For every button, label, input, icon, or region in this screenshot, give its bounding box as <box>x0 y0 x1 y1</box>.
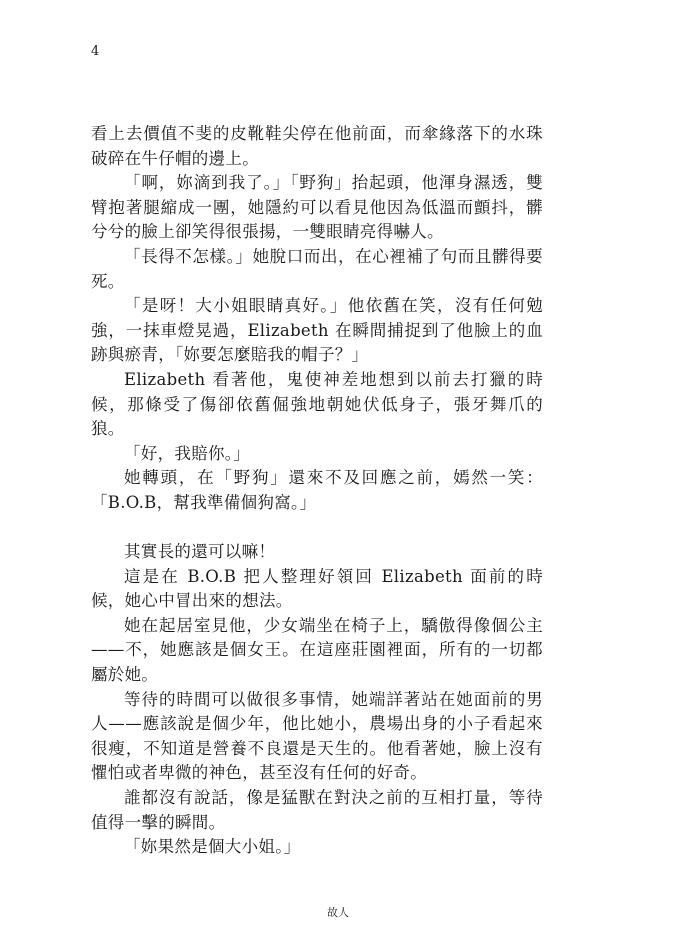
paragraph: 「好，我賠你。」 <box>124 443 251 463</box>
story-text <box>91 122 543 860</box>
paragraph: 「啊，妳滴到我了。」「野狗」抬起頭，他渾身濕透，雙臂抱著腿縮成一團，她隱約可以看見他因為低溫而顫抖，髒兮兮的臉上卻笑得很張揚，一雙眼睛亮得嚇人。 <box>91 173 543 242</box>
paragraph: Elizabeth 看著他，鬼使神差地想到以前去打獵的時候，那條受了傷卻依舊倔強地朝她伏低身子，張牙舞爪的狼。 <box>91 369 543 439</box>
paragraph: 等待的時間可以做很多事情，她端詳著站在她面前的男人——應該說是個少年，他比她小，農場出身的小子看起來很瘦，不知道是營養不良還是天生的。他看著她，臉上沒有懼怕或者卑微的神色，甚至沒有任何的好奇。 <box>91 689 543 783</box>
running-footer: 故人 <box>327 906 349 919</box>
paragraph: 其實長的還可以嘛！ <box>124 542 276 562</box>
page-number: 4 <box>91 44 100 59</box>
paragraph: 她轉頭，在「野狗」還來不及回應之前，嫣然一笑：「B.O.B，幫我準備個狗窩。」 <box>91 468 543 512</box>
paragraph: 「妳果然是個大小姐。」 <box>124 837 301 857</box>
paragraph: 「是呀！大小姐眼睛真好。」他依舊在笑，沒有任何勉強，一抹車燈晃過，Elizabeth 在瞬間捕捉到了他臉上的血跡與瘀青，「妳要怎麼賠我的帽子？」 <box>91 296 543 365</box>
paragraph: 她在起居室見他，少女端坐在椅子上，驕傲得像個公主——不，她應該是個女王。在這座莊園裡面，所有的一切都屬於她。 <box>91 615 543 685</box>
paragraph: 這是在 B.O.B 把人整理好領回 Elizabeth 面前的時候，她心中冒出來的想法。 <box>91 566 543 611</box>
paragraph: 看上去價值不斐的皮靴鞋尖停在他前面，而傘緣落下的水珠破碎在牛仔帽的邊上。 <box>91 124 543 168</box>
paragraph: 「長得不怎樣。」她脫口而出，在心裡補了句而且髒得要死。 <box>91 246 543 291</box>
paragraph: 誰都沒有說話，像是猛獸在對決之前的互相打量，等待值得一擊的瞬間。 <box>91 788 543 832</box>
